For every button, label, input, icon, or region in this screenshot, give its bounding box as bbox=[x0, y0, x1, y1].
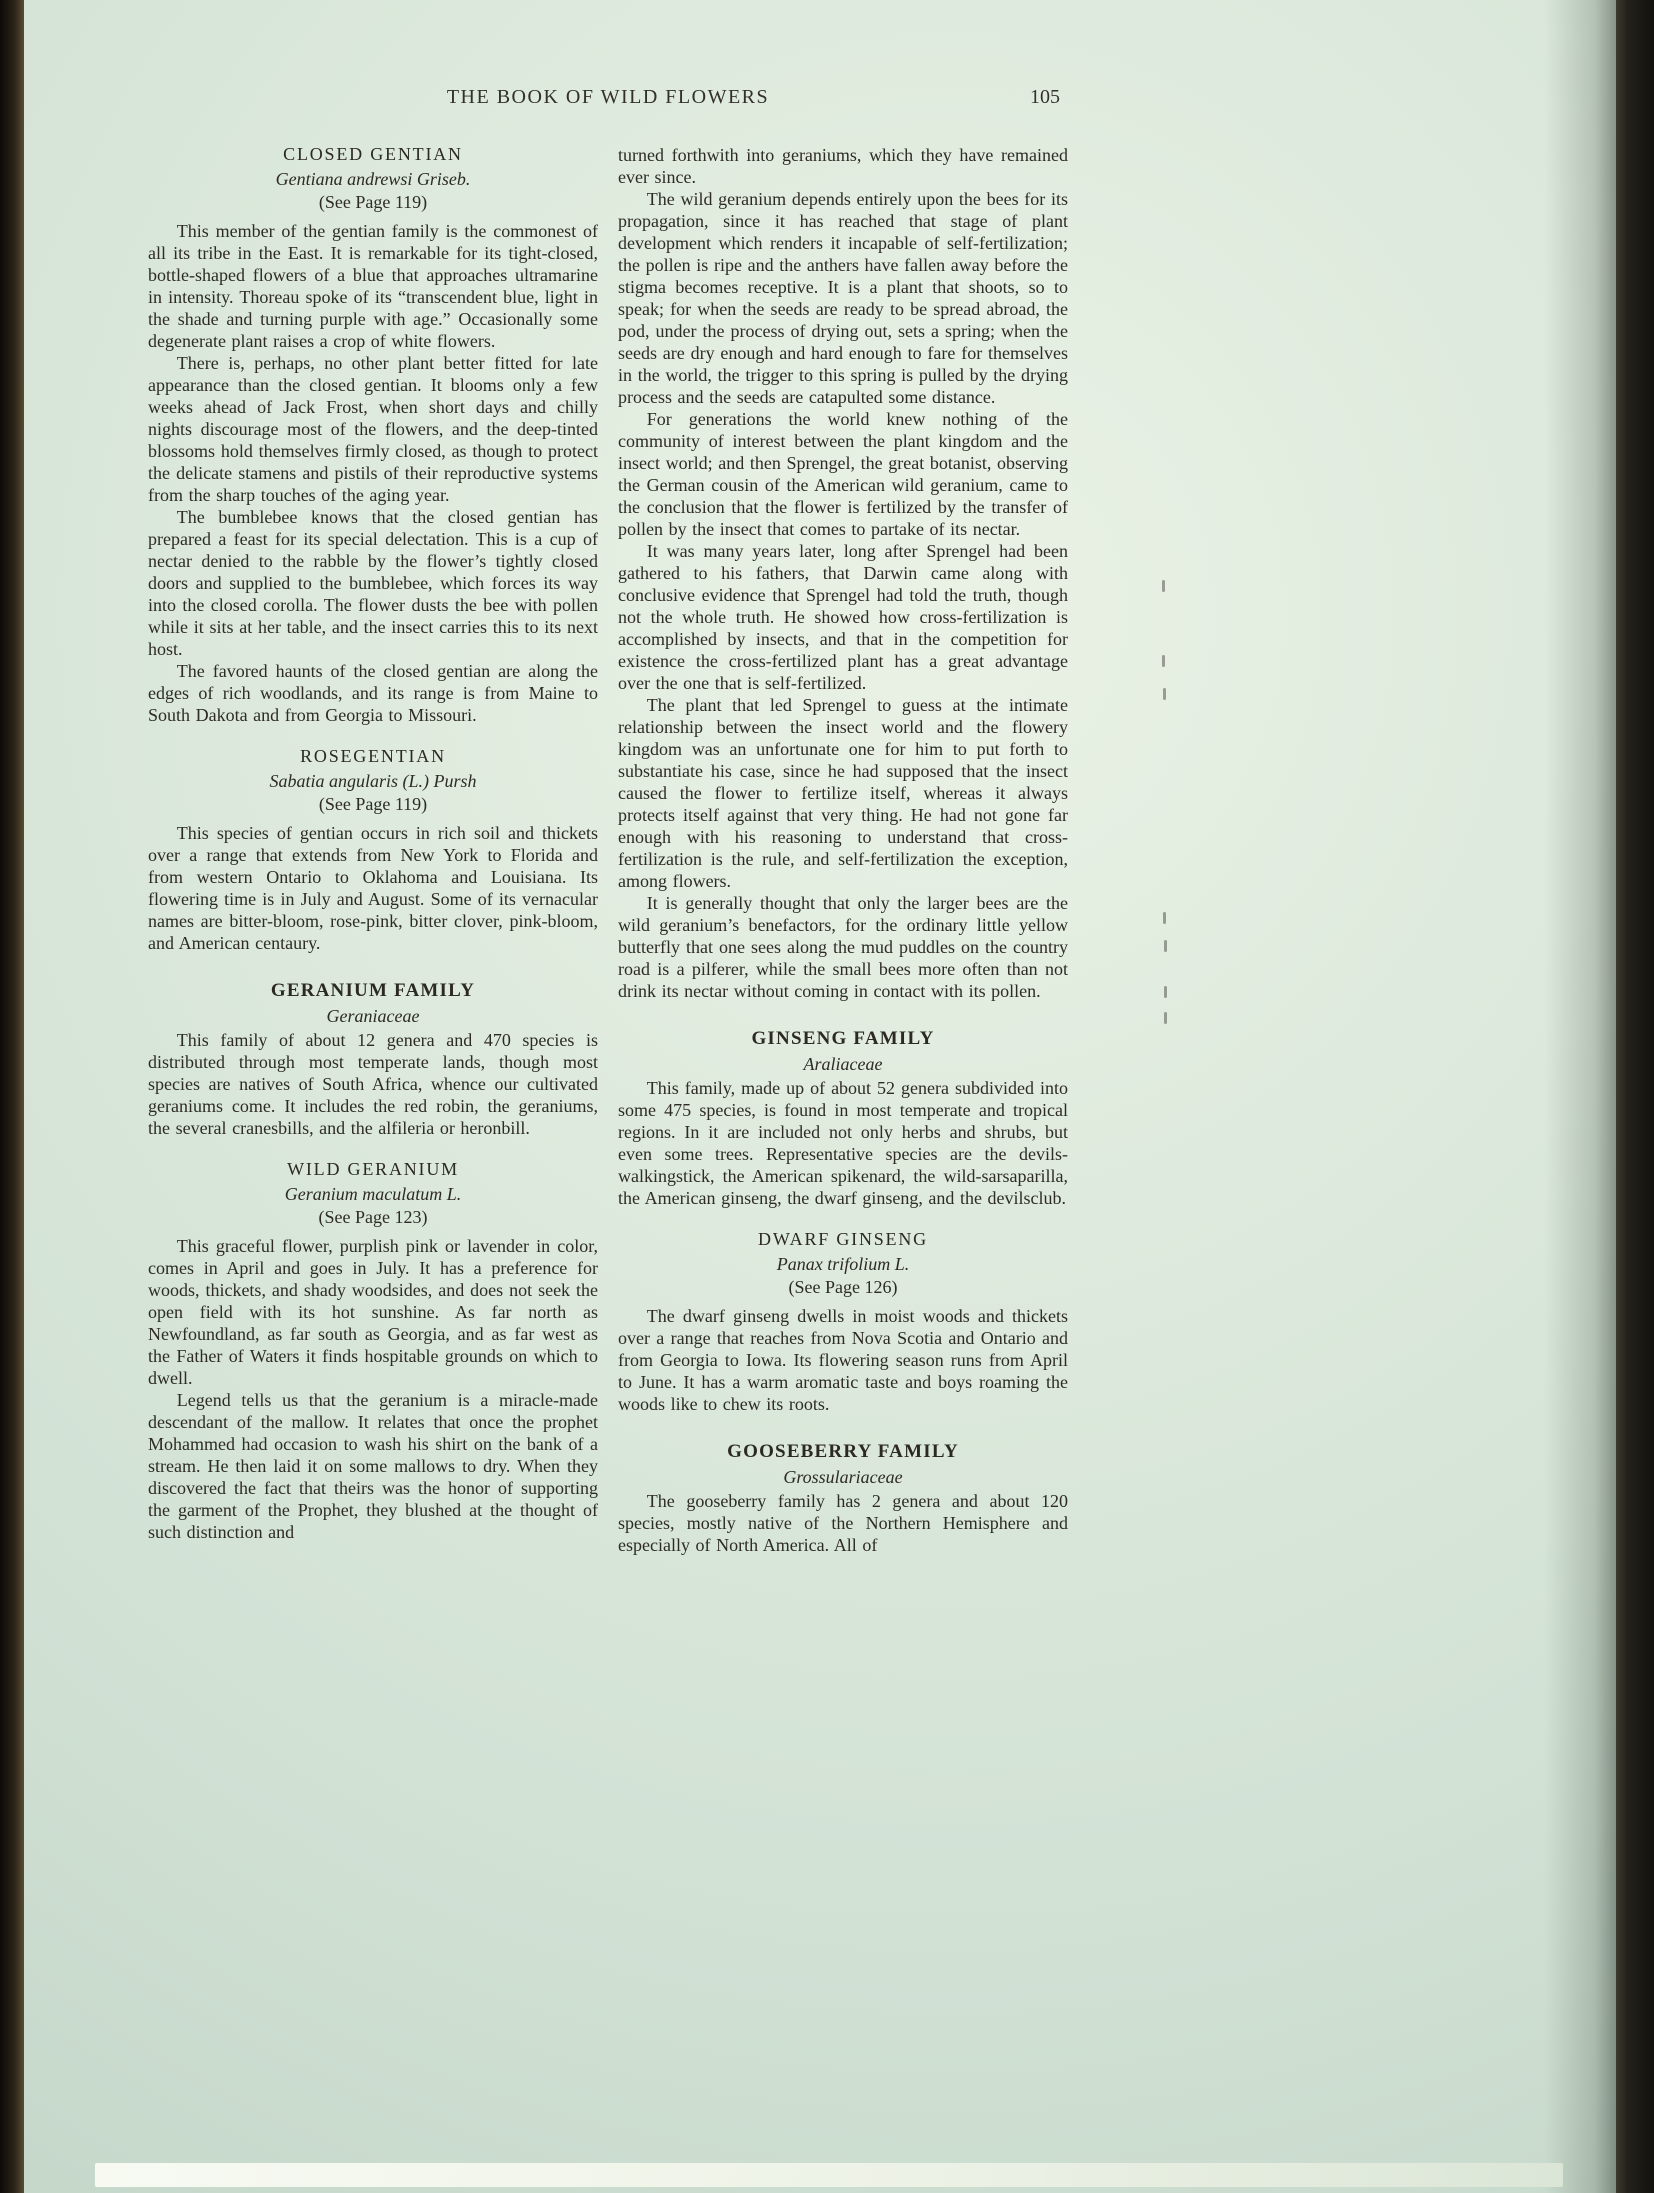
paragraph: This graceful flower, purplish pink or lavender in color, comes in April and goes in July. It has a preference for woods, thickets, and shady woodsides, and does not seek the open field with its hot sunshine. As far north as Newfoundland, as far south as Georgia, and as far west as the Father of Waters it finds hospitable grounds on which to dwell. bbox=[148, 1236, 598, 1388]
article-section bbox=[148, 1159, 598, 1543]
paragraph: This species of gentian occurs in rich soil and thickets over a range that extends from New York to Florida and from western Ontario to Oklahoma and Louisiana. Its flowering time is in July and August. Some of its vernacular names are bitter-bloom, rose-pink, bitter clover, pink-bloom, and American centaury. bbox=[148, 823, 598, 953]
scan-edge-left bbox=[0, 0, 24, 2193]
section-heading: ROSEGENTIAN bbox=[300, 746, 446, 766]
see-page-reference: (See Page 126) bbox=[788, 1277, 898, 1297]
latin-name: Gentiana andrewsi Griseb. bbox=[275, 169, 471, 189]
section-heading: WILD GERANIUM bbox=[287, 1159, 459, 1179]
scan-artifact-mark bbox=[1164, 940, 1167, 952]
paragraph: The dwarf ginseng dwells in moist woods and thickets over a range that reaches from Nova Scotia and Ontario and from Georgia to Iowa. Its flowering season runs from April to June. It has a warm aromatic taste and boys roaming the woods like to chew its roots. bbox=[618, 1306, 1068, 1414]
article-section bbox=[148, 746, 598, 954]
running-head bbox=[148, 86, 1068, 116]
article-section bbox=[148, 144, 598, 726]
paragraph: This family, made up of about 52 genera subdivided into some 475 species, is found in most temperate and tropical regions. In it are included not only herbs and shrubs, but even some trees. Representative species are the devils-walkingstick, the American spikenard, the wild-sarsaparilla, the American ginseng, the dwarf ginseng, and the devilsclub. bbox=[618, 1078, 1068, 1208]
section-heading: GOOSEBERRY FAMILY bbox=[727, 1441, 959, 1462]
latin-name: Grossulariaceae bbox=[783, 1467, 903, 1487]
paragraph: The wild geranium depends entirely upon the bees for its propagation, since it has reached that stage of plant development which renders it incapable of self-fertilization; the pollen is ripe and the anthers have fallen away before the stigma becomes receptive. It is a plant that shoots, so to speak; for when the seeds are ready to be spread abroad, the pod, under the process of drying out, sets a spring; when the seeds are dry enough and hard enough to fare for themselves in the world, the trigger to this spring is pulled by the drying process and the seeds are catapulted some distance. bbox=[618, 189, 1068, 407]
section-heading: CLOSED GENTIAN bbox=[283, 144, 463, 164]
page-curve-shadow bbox=[1544, 0, 1616, 2193]
see-page-reference: (See Page 123) bbox=[318, 1207, 428, 1227]
section-heading: GINSENG FAMILY bbox=[751, 1028, 935, 1049]
scan-bottom-page-edge bbox=[95, 2163, 1563, 2187]
paragraph: Legend tells us that the geranium is a miracle-made descendant of the mallow. It relates that once the prophet Mohammed had occasion to wash his shirt on the bank of a stream. He then laid it on some mallows to dry. When they discovered the fact that theirs was the honor of supporting the garment of the Prophet, they blushed at the thought of such distinction and bbox=[148, 1390, 598, 1542]
paragraph: The gooseberry family has 2 genera and about 120 species, mostly native of the Northern Hemisphere and especially of North America. All of bbox=[618, 1491, 1068, 1555]
scan-artifact-mark bbox=[1164, 1012, 1167, 1024]
article-section bbox=[618, 1028, 1068, 1209]
see-page-reference: (See Page 119) bbox=[318, 794, 428, 814]
paragraph: The favored haunts of the closed gentian are along the edges of rich woodlands, and its range is from Maine to South Dakota and from Georgia to Missouri. bbox=[148, 661, 598, 725]
paragraph: The plant that led Sprengel to guess at the intimate relationship between the insect world and the flowery kingdom was an unfortunate one for him to put forth to substantiate his case, since he had supposed that the insect caused the flower to fertilize itself, whereas it always protects itself against that very thing. He had not gone far enough with his reasoning to understand that cross-fertilization is the rule, and self-fertilization the exception, among flowers. bbox=[618, 695, 1068, 891]
latin-name: Sabatia angularis (L.) Pursh bbox=[269, 771, 477, 791]
page-content bbox=[148, 86, 1068, 1556]
page-number: 105 bbox=[1030, 86, 1060, 108]
latin-name: Araliaceae bbox=[803, 1054, 883, 1074]
running-head-title: THE BOOK OF WILD FLOWERS bbox=[446, 86, 770, 108]
section-heading: DWARF GINSENG bbox=[758, 1229, 928, 1249]
paragraph: It was many years later, long after Sprengel had been gathered to his fathers, that Darwin came along with conclusive evidence that Sprengel had told the truth, though not the whole truth. He showed how cross-fertilization is accomplished by insects, and that in the competition for existence the cross-fertilized plant has a great advantage over the one that is self-fertilized. bbox=[618, 541, 1068, 693]
paragraph: The bumblebee knows that the closed gentian has prepared a feast for its special delectation. This is a cup of nectar denied to the rabble by the flower’s tightly closed doors and supplied to the bumblebee, which forces its way into the closed corolla. The flower dusts the bee with pollen while it sits at her table, and the insect carries this to its next host. bbox=[148, 507, 598, 659]
article-section bbox=[618, 1441, 1068, 1556]
left-column bbox=[148, 144, 598, 1556]
scan-artifact-mark bbox=[1163, 688, 1166, 700]
paragraph: It is generally thought that only the larger bees are the wild geranium’s benefactors, for the ordinary little yellow butterfly that one sees along the mud puddles on the country road is a pilferer, while the small bees more often than not drink its nectar without coming in contact with its pollen. bbox=[618, 893, 1068, 1001]
paragraph: turned forthwith into geraniums, which they have remained ever since. bbox=[618, 145, 1068, 187]
book-page bbox=[24, 0, 1616, 2193]
section-heading: GERANIUM FAMILY bbox=[270, 980, 476, 1001]
paragraph: There is, perhaps, no other plant better fitted for late appearance than the closed gentian. It blooms only a few weeks ahead of Jack Frost, when short days and chilly nights discourage most of the flowers, and the deep-tinted blossoms hold themselves firmly closed, as though to protect the delicate stamens and pistils of their reproductive systems from the sharp touches of the aging year. bbox=[148, 353, 598, 505]
scan-artifact-mark bbox=[1162, 655, 1165, 667]
scan-artifact-mark bbox=[1164, 986, 1167, 998]
paragraph: This member of the gentian family is the commonest of all its tribe in the East. It is remarkable for its tight-closed, bottle-shaped flowers of a blue that approaches ultramarine in intensity. Thoreau spoke of its “transcendent blue, light in the shade and turning purple with age.” Occasionally some degenerate plant raises a crop of white flowers. bbox=[148, 221, 598, 351]
article-section bbox=[618, 1229, 1068, 1415]
text-columns bbox=[148, 144, 1068, 1556]
right-column bbox=[618, 144, 1068, 1556]
paragraph: For generations the world knew nothing of the community of interest between the plant kingdom and the insect world; and then Sprengel, the great botanist, observing the German cousin of the American wild geranium, came to the conclusion that the flower is fertilized by the transfer of pollen by the insect that comes to partake of its nectar. bbox=[618, 409, 1068, 539]
article-section bbox=[148, 980, 598, 1139]
latin-name: Panax trifolium L. bbox=[776, 1254, 910, 1274]
scan-edge-right bbox=[1616, 0, 1654, 2193]
latin-name: Geranium maculatum L. bbox=[284, 1184, 462, 1204]
scan-artifact-mark bbox=[1162, 580, 1165, 592]
paragraph: This family of about 12 genera and 470 species is distributed through most temperate lands, though most species are natives of South Africa, whence our cultivated geraniums come. It includes the red robin, the geraniums, the several cranesbills, and the alfileria or heronbill. bbox=[148, 1030, 598, 1138]
article-section bbox=[618, 144, 1068, 1002]
scan-artifact-mark bbox=[1163, 912, 1166, 924]
see-page-reference: (See Page 119) bbox=[318, 192, 428, 212]
latin-name: Geraniaceae bbox=[326, 1006, 420, 1026]
